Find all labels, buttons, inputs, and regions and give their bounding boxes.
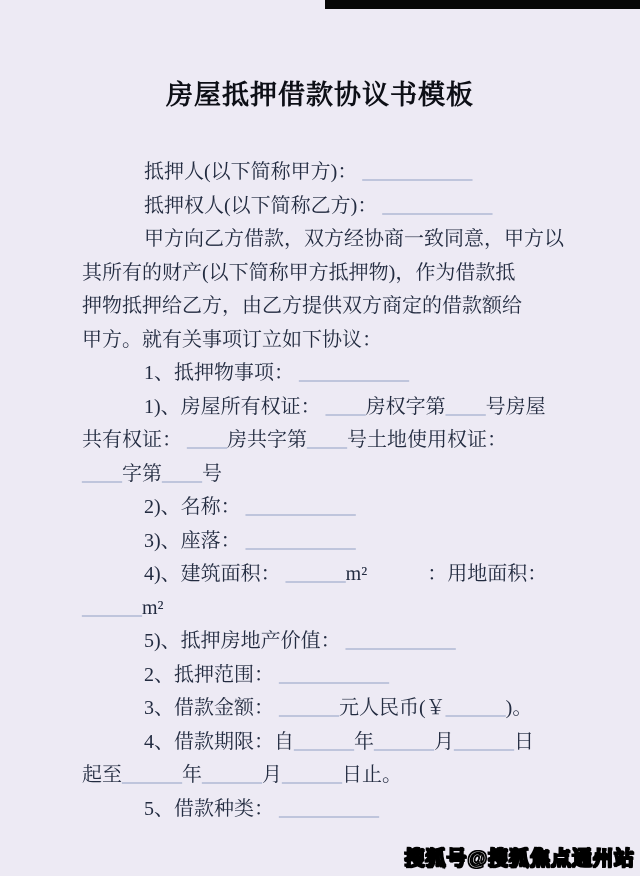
fill-in-blank: ___________ xyxy=(245,529,356,552)
fill-in-blank: ______ xyxy=(279,697,339,719)
fill-in-blank: ______ xyxy=(445,697,506,719)
fill-in-blank: ___________ xyxy=(382,194,493,217)
fill-in-blank: __________ xyxy=(279,797,379,820)
fill-in-blank: ___________ xyxy=(345,630,456,652)
document-line: 共有权证： ____房共字第____号土地使用权证： xyxy=(82,429,507,451)
document-line: 3、借款金额： ______元人民币(￥______)。 xyxy=(144,697,533,719)
document-line: 押物抵押给乙方，由乙方提供双方商定的借款额给 xyxy=(82,295,522,317)
fill-in-blank: ______ xyxy=(122,764,182,786)
document-line: 2)、名称： ___________ xyxy=(144,496,356,518)
fill-in-blank: ______ xyxy=(374,730,434,753)
document-line: 抵押人(以下简称甲方)： ___________ xyxy=(144,161,473,183)
document-line: 抵押权人(以下简称乙方)： ___________ xyxy=(144,194,493,217)
document-line: ______m² xyxy=(82,596,164,619)
fill-in-blank: ______ xyxy=(294,730,354,753)
fill-in-blank: ____ xyxy=(307,429,347,451)
fill-in-blank: ____ xyxy=(187,429,227,451)
fill-in-blank: ______ xyxy=(202,764,262,786)
fill-in-blank: ____ xyxy=(325,395,366,418)
fill-in-blank: ___________ xyxy=(279,663,389,686)
document-line: 其所有的财产(以下简称甲方抵押物)，作为借款抵 xyxy=(82,261,516,284)
document-line: 1)、房屋所有权证： ____房权字第____号房屋 xyxy=(144,395,546,418)
fill-in-blank: ___________ xyxy=(362,161,473,183)
watermark-sohu: 搜狐号@搜狐焦点通州站 xyxy=(404,848,635,870)
document-line: 4、借款期限：自______年______月______日 xyxy=(144,730,534,753)
fill-in-blank: ______ xyxy=(285,563,346,585)
fill-in-blank: ____ xyxy=(162,462,202,485)
fill-in-blank: ______ xyxy=(82,596,142,619)
document-body xyxy=(82,156,574,826)
document-title: 房屋抵押借款协议书模板 xyxy=(166,80,474,110)
fill-in-blank: ___________ xyxy=(245,496,356,518)
fill-in-blank: ______ xyxy=(454,730,514,753)
document-line: 甲方。就有关事项订立如下协议： xyxy=(82,328,382,351)
fill-in-blank: ____ xyxy=(445,395,486,418)
top-black-bar xyxy=(325,0,640,9)
document-line: 2、抵押范围： ___________ xyxy=(144,663,389,686)
fill-in-blank: ______ xyxy=(282,764,342,786)
document-line: 1、抵押物事项： ___________ xyxy=(144,362,409,384)
fill-in-blank: ___________ xyxy=(299,362,409,384)
document-line: ____字第____号 xyxy=(82,462,222,485)
fill-in-blank: ____ xyxy=(82,462,122,485)
document-line: 起至______年______月______日止。 xyxy=(82,764,402,786)
document-line: 5、借款种类： __________ xyxy=(144,797,379,820)
document-line: 4)、建筑面积： ______m² ：用地面积： xyxy=(144,563,548,585)
document-line: 甲方向乙方借款，双方经协商一致同意，甲方以 xyxy=(144,228,564,250)
document-line: 3)、座落： ___________ xyxy=(144,529,356,552)
document-line: 5)、抵押房地产价值： ___________ xyxy=(144,630,456,652)
